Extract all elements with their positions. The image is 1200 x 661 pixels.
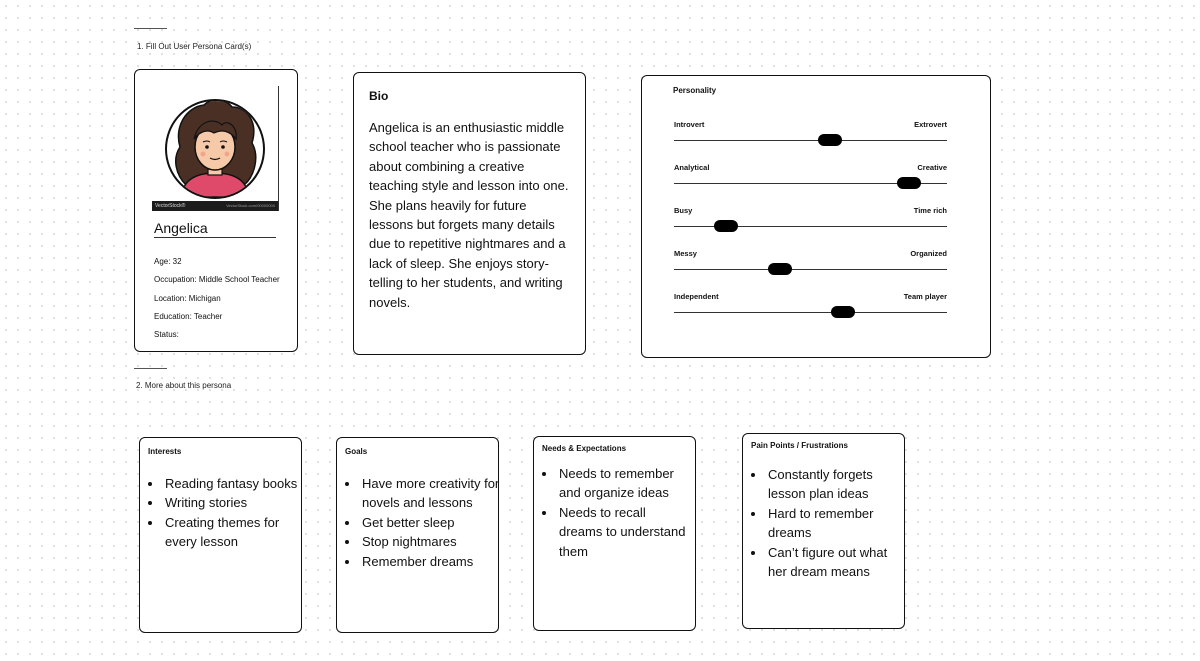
slider-thumb[interactable] xyxy=(897,177,921,189)
needs-list xyxy=(540,464,692,561)
section-2-label: 2. More about this persona xyxy=(136,381,232,390)
goals-list xyxy=(343,474,505,571)
persona-age: Age: 32 xyxy=(154,257,182,266)
goals-card xyxy=(336,437,499,633)
avatar xyxy=(152,87,278,213)
pain-points-list xyxy=(749,465,901,581)
persona-card xyxy=(134,69,298,352)
slider-thumb[interactable] xyxy=(768,263,792,275)
interests-title: Interests xyxy=(148,447,182,456)
trait-right-label: Creative xyxy=(917,163,947,172)
slider-busy-time-rich[interactable] xyxy=(674,226,947,227)
needs-title: Needs & Expectations xyxy=(542,444,627,453)
needs-item: • Needs to recall dreams to understand them xyxy=(557,503,692,561)
slider-analytical-creative[interactable] xyxy=(674,183,947,184)
trait-right-label: Time rich xyxy=(913,206,947,215)
persona-name-underline xyxy=(154,237,276,238)
slider-thumb[interactable] xyxy=(714,220,738,232)
slider-independent-team-player[interactable] xyxy=(674,312,947,313)
personality-title: Personality xyxy=(673,86,717,95)
slider-messy-organized[interactable] xyxy=(674,269,947,270)
pain-points-title: Pain Points / Frustrations xyxy=(751,441,848,450)
goals-title: Goals xyxy=(345,447,368,456)
watermark-bar xyxy=(152,201,278,211)
interests-item: • Writing stories xyxy=(163,493,298,512)
needs-card xyxy=(533,436,696,631)
interests-list xyxy=(146,474,298,552)
watermark-id: VectorStock.com/00000000 xyxy=(226,203,275,208)
bio-card xyxy=(353,72,586,355)
trait-left-label: Analytical xyxy=(674,163,710,172)
pain-points-item: • Constantly forgets lesson plan ideas xyxy=(766,465,901,504)
trait-right-label: Team player xyxy=(903,292,947,301)
goals-item: • Remember dreams xyxy=(360,552,505,571)
section-1-rule xyxy=(134,28,167,29)
avatar-frame-line xyxy=(278,86,279,211)
pain-points-card xyxy=(742,433,905,629)
persona-occupation: Occupation: Middle School Teacher xyxy=(154,275,280,284)
persona-name: Angelica xyxy=(154,220,208,236)
bio-title: Bio xyxy=(369,89,389,103)
interests-item: • Creating themes for every lesson xyxy=(163,513,298,552)
slider-thumb[interactable] xyxy=(818,134,842,146)
needs-item: • Needs to remember and organize ideas xyxy=(557,464,692,503)
interests-card xyxy=(139,437,302,633)
trait-left-label: Independent xyxy=(674,292,719,301)
persona-status: Status: xyxy=(154,330,179,339)
goals-item: • Stop nightmares xyxy=(360,532,505,551)
avatar-illustration xyxy=(152,87,278,213)
goals-item: • Get better sleep xyxy=(360,513,505,532)
persona-location: Location: Michigan xyxy=(154,294,221,303)
trait-right-label: Organized xyxy=(910,249,947,258)
goals-item: • Have more creativity for novels and lessons xyxy=(360,474,505,513)
slider-introvert-extrovert[interactable] xyxy=(674,140,947,141)
trait-left-label: Messy xyxy=(674,249,697,258)
trait-left-label: Introvert xyxy=(674,120,705,129)
trait-left-label: Busy xyxy=(674,206,693,215)
bio-text: Angelica is an enthusiastic middle school teacher who is passionate about combining a creative teaching style and lesson into one. She plans heavily for future lessons but forgets many details due to repetitive nightmares and a lack of sleep. She enjoys story-telling to her students, and writing novels. xyxy=(369,120,569,310)
pain-points-item: • Hard to remember dreams xyxy=(766,504,901,543)
section-2-rule xyxy=(134,368,167,369)
personality-card xyxy=(641,75,991,358)
interests-item: • Reading fantasy books xyxy=(163,474,298,493)
slider-thumb[interactable] xyxy=(831,306,855,318)
persona-education: Education: Teacher xyxy=(154,312,223,321)
section-1-label: 1. Fill Out User Persona Card(s) xyxy=(137,42,252,51)
trait-right-label: Extrovert xyxy=(914,120,947,129)
pain-points-item: • Can’t figure out what her dream means xyxy=(766,543,901,582)
watermark-brand: VectorStock® xyxy=(155,203,186,209)
